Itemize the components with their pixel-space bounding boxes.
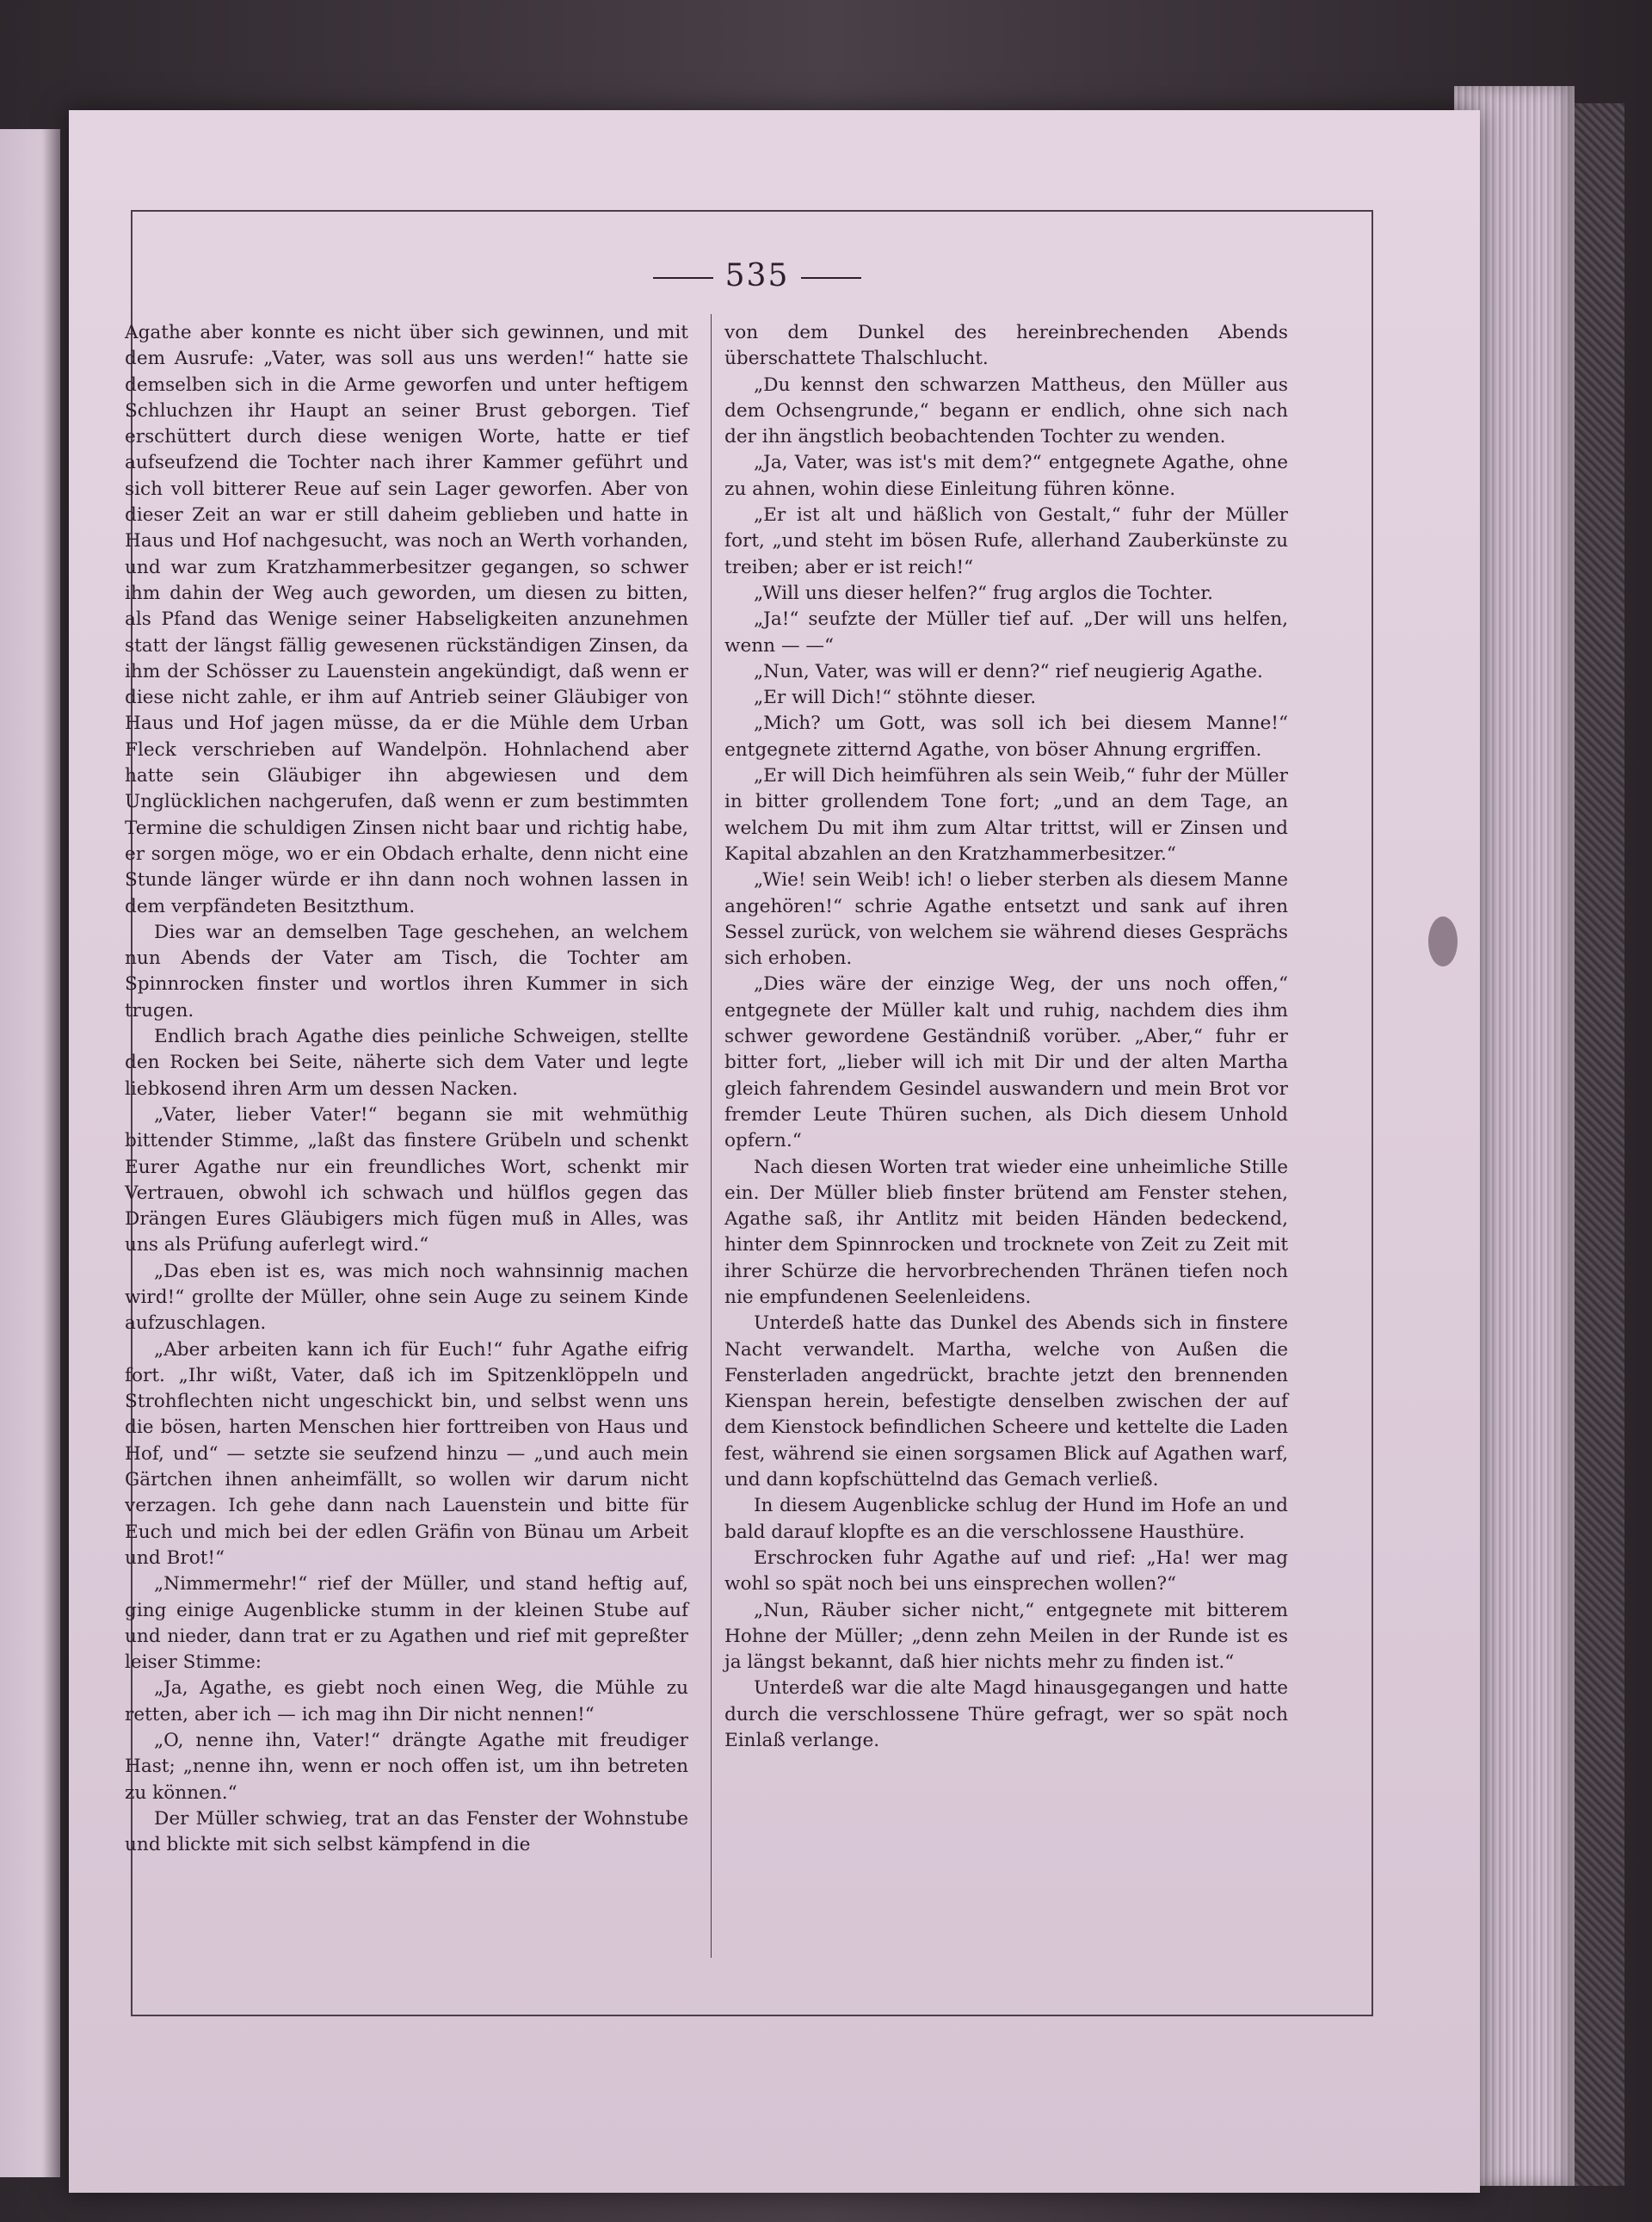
paragraph: „O, nenne ihn, Vater!“ drängte Agathe mit freudiger Hast; „nenne ihn, wenn er noch offen ist, um ihn betreten zu können.“ — [125, 1730, 688, 1804]
left-text-column — [125, 320, 688, 1859]
paragraph: „Du kennst den schwarzen Mattheus, den Müller aus dem Ochsengrunde,“ begann er endlich, ohne sich nach der ihn ängstlich beobachtenden Tochter zu wenden. — [724, 373, 1288, 448]
paragraph: Nach diesen Worten trat wieder eine unheimliche Stille ein. Der Müller blieb finster brütend am Fenster stehen, Agathe saß, ihr Antlitz mit beiden Händen bedeckend, hinter dem Spinnrocken und trocknete von Zeit zu Zeit mit ihrer Schürze die hervorbrechenden Thränen tiefen noch nie empfundenen Seelenleidens. — [724, 1156, 1288, 1308]
paragraph: Unterdeß hatte das Dunkel des Abends sich in finstere Nacht verwandelt. Martha, welche von Außen die Fensterladen angedrückt, brachte jetzt den brennenden Kienspan herein, befestigte denselben zwischen der auf dem Kienstock befindlichen Scheere und kettelte die Laden fest, während sie einen sorgsamen Blick auf Agathen warf, und dann kopfschüttelnd das Gemach verließ. — [724, 1312, 1288, 1491]
paragraph: „Das eben ist es, was mich noch wahnsinnig machen wird!“ grollte der Müller, ohne sein Auge zu seinem Kinde aufzuschlagen. — [125, 1260, 688, 1335]
paragraph: In diesem Augenblicke schlug der Hund im Hofe an und bald darauf klopfte es an die verschlossene Hausthüre. — [724, 1495, 1288, 1543]
paragraph: „Mich? um Gott, was soll ich bei diesem Manne!“ entgegnete zitternd Agathe, von böser Ahnung ergriffen. — [724, 713, 1288, 761]
paragraph: Endlich brach Agathe dies peinliche Schweigen, stellte den Rocken bei Seite, näherte sich dem Vater und legte liebkosend ihren Arm um dessen Nacken. — [125, 1026, 688, 1100]
paragraph: „Ja, Agathe, es giebt noch einen Weg, die Mühle zu retten, aber ich — ich mag ihn Dir nicht nennen!“ — [125, 1677, 688, 1725]
paragraph: von dem Dunkel des hereinbrechenden Abends überschattete Thalschlucht. — [724, 322, 1288, 370]
paragraph: „Nimmermehr!“ rief der Müller, und stand heftig auf, ging einige Augenblicke stumm in der kleinen Stube auf und nieder, dann trat er zu Agathen und rief mit gepreßter leiser Stimme: — [125, 1573, 688, 1674]
paragraph: Agathe aber konnte es nicht über sich gewinnen, und mit dem Ausrufe: „Vater, was soll aus uns werden!“ hatte sie demselben sich in die Arme geworfen und unter heftigem Schluchzen ihr Haupt an seiner Brust geborgen. Tief erschüttert durch diese wenigen Worte, hatte er tief aufseufzend die Tochter nach ihrer Kammer geführt und sich voll bitterer Reue auf sein Lager geworfen. Aber von dieser Zeit an war er still daheim geblieben und hatte in Haus und Hof nachgesucht, was noch an Werth vorhanden, und war zum Kratzhammerbesitzer gegangen, so schwer ihm dahin der Weg auch geworden, um diesen zu bitten, als Pfand das Wenige seiner Habseligkeiten anzunehmen statt der längst fällig gewesenen rückständigen Zinsen, da ihm der Schösser zu Lauenstein angekündigt, daß wenn er diese nicht zahle, er ihm auf Antrieb seiner Gläubiger von Haus und Hof jagen müsse, da er die Mühle dem Urban Fleck verschrieben auf Wandelpön. Hohnlachend aber hatte sein Gläubiger ihn abgewiesen und dem Unglücklichen nachgerufen, daß wenn er zum bestimmten Termine die schuldigen Zinsen nicht baar und richtig habe, er sorgen möge, wo er ein Obdach erhalte, denn nicht eine Stunde länger würde er ihn dann noch wohnen lassen in dem verpfändeten Besitzthum. — [125, 322, 688, 917]
paragraph: „Dies wäre der einzige Weg, der uns noch offen,“ entgegnete der Müller kalt und ruhig, nachdem dies ihm schwer gewordene Geständniß vorüber. „Aber,“ fuhr er bitter fort, „lieber will ich mit Dir und der alten Martha gleich fahrendem Gesindel auswandern und mein Brot vor fremder Leute Thüren suchen, als Dich diesem Unhold opfern.“ — [724, 973, 1288, 1152]
left-page-edge — [0, 129, 60, 2177]
page-number-header — [602, 258, 912, 293]
paragraph: „Nun, Vater, was will er denn?“ rief neugierig Agathe. — [754, 660, 1263, 682]
header-ornament-left — [653, 277, 713, 279]
column-divider — [711, 314, 712, 1958]
paragraph: Der Müller schwieg, trat an das Fenster der Wohnstube und blickte mit sich selbst kämpfend in die — [125, 1807, 688, 1856]
paragraph: „Vater, lieber Vater!“ begann sie mit wehmüthig bittender Stimme, „laßt das finstere Grübeln und schenkt Eurer Agathe nur ein freundliches Wort, schenkt mir Vertrauen, obwohl ich schwach und hülflos gegen das Drängen Eures Gläubigers mich fügen muß in Alles, was uns als Prüfung auferlegt wird.“ — [125, 1103, 688, 1256]
paragraph: „Er ist alt und häßlich von Gestalt,“ fuhr der Müller fort, „und steht im bösen Rufe, allerhand Zauberkünste zu treiben; aber er ist reich!“ — [724, 504, 1288, 578]
page-number: 535 — [724, 258, 790, 293]
paragraph: Unterdeß war die alte Magd hinausgegangen und hatte durch die verschlossene Thüre gefragt, wer so spät noch Einlaß verlange. — [724, 1677, 1288, 1752]
paragraph: Erschrocken fuhr Agathe auf und rief: „Ha! wer mag wohl so spät noch bei uns einsprechen wollen?“ — [724, 1546, 1288, 1596]
paragraph: „Ja!“ seufzte der Müller tief auf. „Der will uns helfen, wenn — —“ — [724, 608, 1288, 657]
book-cover-edge — [1573, 103, 1624, 2186]
paragraph: „Nun, Räuber sicher nicht,“ entgegnete mit bitterem Hohne der Müller; „denn zehn Meilen in der Runde ist es ja längst bekannt, daß hier nichts mehr zu finden ist.“ — [724, 1599, 1288, 1674]
paragraph: „Will uns dieser helfen?“ frug arglos die Tochter. — [754, 582, 1214, 604]
paragraph: „Er will Dich!“ stöhnte dieser. — [754, 687, 1037, 709]
paragraph: „Er will Dich heimführen als sein Weib,“ fuhr der Müller in bitter grollendem Tone fort; „und an dem Tage, an welchem Du mit ihm zum Altar trittst, will er Zinsen und Kapital abzahlen an den Kratzhammerbesitzer.“ — [724, 765, 1288, 865]
right-text-column — [724, 320, 1288, 1754]
page-stain — [1428, 917, 1458, 966]
paragraph: Dies war an demselben Tage geschehen, an welchem nun Abends der Vater am Tisch, die Tochter am Spinnrocken finster und wortlos ihren Kummer in sich trugen. — [125, 921, 688, 1022]
header-ornament-right — [801, 277, 861, 279]
paragraph: „Ja, Vater, was ist's mit dem?“ entgegnete Agathe, ohne zu ahnen, wohin diese Einleitung führen könne. — [724, 452, 1288, 500]
paragraph: „Wie! sein Weib! ich! o lieber sterben als diesem Manne angehören!“ schrie Agathe entsetzt und sank auf ihren Sessel zurück, von welchem sie während dieses Gesprächs sich erhoben. — [724, 869, 1288, 970]
paragraph: „Aber arbeiten kann ich für Euch!“ fuhr Agathe eifrig fort. „Ihr wißt, Vater, daß ich im Spitzenklöppeln und Strohflechten nicht ungeschickt bin, und selbst wenn uns die bösen, harten Menschen hier forttreiben von Haus und Hof, und“ — setzte sie seufzend hinzu — „und auch mein Gärtchen ihnen anheimfällt, so wollen wir darum nicht verzagen. Ich gehe dann nach Lauenstein und bitte für Euch und mich bei der edlen Gräfin von Bünau um Arbeit und Brot!“ — [125, 1338, 688, 1569]
